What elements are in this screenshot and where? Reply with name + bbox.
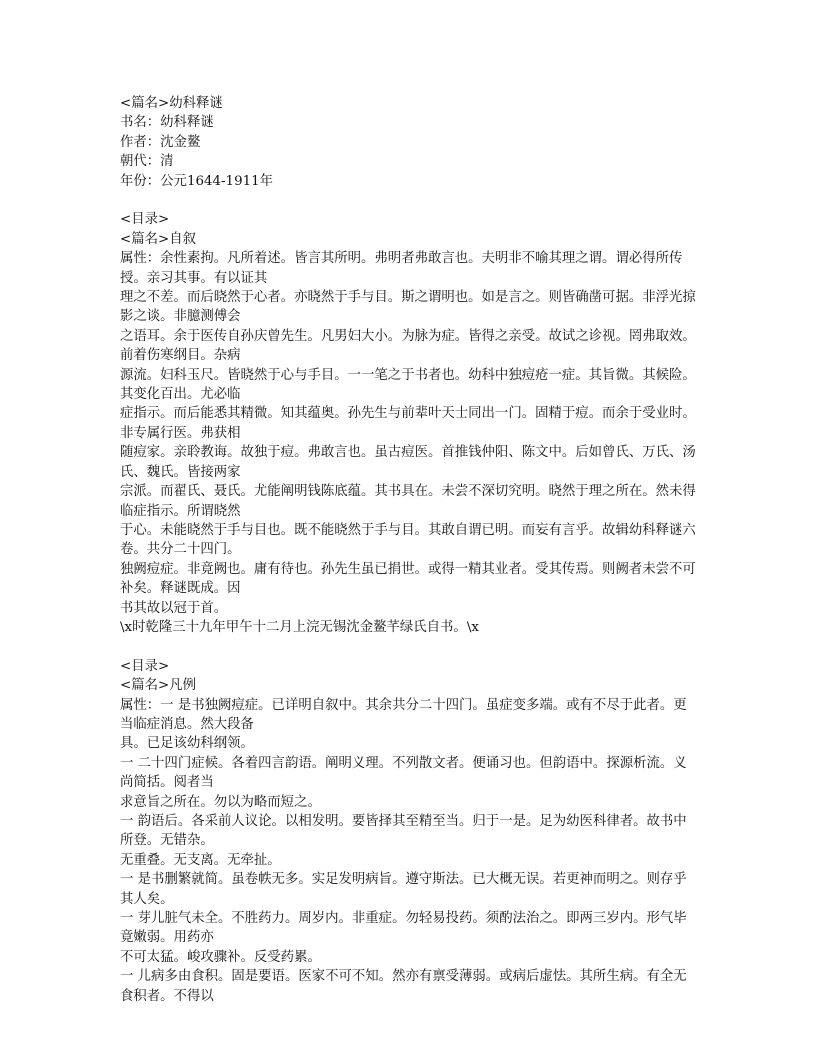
paragraph-line: 一 二十四门症候。各着四言韵语。阐明义理。不列散文者。便诵习也。但韵语中。探源析流。义尚简括。阅者当: [120, 755, 687, 791]
paragraph-line: 宗派。而翟氏、聂氏。尤能阐明钱陈底蕴。其书具在。未尝不深切究明。晓然于理之所在。然未得临症指示。所谓晓然: [120, 484, 696, 519]
paragraph-line: 具。已足该幼科纲领。: [120, 736, 254, 752]
paragraph-line: 于心。未能晓然于手与目也。既不能晓然于手与目。其敢自谓已明。而妄有言乎。故辑幼科释谜六卷。共分二十四门。: [120, 522, 696, 558]
toc-heading: <目录>: [120, 658, 170, 674]
paragraph-line: 源流。妇科玉尺。皆晓然于心与手目。一一笔之于书者也。幼科中独痘疮一症。其旨微。其候险。其变化百出。尤必临: [120, 367, 696, 403]
signature-line: \x时乾隆三十九年甲午十二月上浣无锡沈金鳌芊绿氏自书。\x: [120, 619, 479, 635]
paragraph-line: 独阙痘症。非竟阙也。庸有待也。孙先生虽已捐世。或得一精其业者。受其传焉。则阙者未尝不可补矣。释谜既成。因: [120, 561, 696, 597]
section-title: <篇名>凡例: [120, 678, 197, 694]
section-guidelines-body: [120, 696, 700, 1007]
paragraph-line: 书其故以冠于首。: [120, 600, 228, 616]
paragraph-line: 之语耳。余于医传自孙庆曾先生。凡男妇大小。为脉为症。皆得之亲受。故试之诊视。罔弗取效。前着伤寒纲目。杂病: [120, 328, 696, 364]
paragraph-line: 属性：一 是书独阙痘症。已详明自叙中。其余共分二十四门。虽症变多端。或有不尽于此者。更当临症消息。然大段备: [120, 697, 687, 732]
section-preface-body: [120, 249, 700, 637]
spacer: [120, 637, 700, 656]
year-line: 年份：公元1644-1911年: [120, 173, 274, 189]
paragraph-line: 一 韵语后。各采前人议论。以相发明。要皆择其至精至当。归于一是。足为幼医科律者。故书中所登。无错杂。: [120, 814, 687, 849]
paragraph-line: 求意旨之所在。勿以为略而短之。: [120, 794, 321, 810]
document-page: [120, 94, 700, 1006]
paragraph-line: 理之不差。而后晓然于心者。亦晓然于手与目。斯之谓明也。如是言之。则皆确凿可据。非浮光掠影之谈。非臆测傅会: [120, 290, 696, 325]
paragraph-line: 不可太猛。峻攻骤补。反受药累。: [120, 949, 321, 965]
spacer: [120, 191, 700, 210]
book-name-line: 书名：幼科释谜: [120, 115, 214, 131]
paragraph-line: 一 是书删繁就简。虽卷帙无多。实足发明病旨。遵守斯法。已大概无误。若更神而明之。则存乎其人矣。: [120, 872, 687, 907]
paragraph-line: 症指示。而后能悉其精微。知其蕴奥。孙先生与前辈叶天士同出一门。固精于痘。而余于受业时。非专属行医。弗获相: [120, 406, 696, 441]
dynasty-line: 朝代：清: [120, 154, 174, 170]
document-title-line: <篇名>幼科释谜: [120, 96, 223, 111]
section-title: <篇名>自叙: [120, 231, 197, 247]
toc-heading: <目录>: [120, 212, 170, 228]
author-line: 作者：沈金鳌: [120, 134, 201, 150]
paragraph-line: 一 儿病多由食积。固是要语。医家不可不知。然亦有禀受薄弱。或病后虚怯。其所生病。有全无食积者。不得以: [120, 969, 687, 1004]
paragraph-line: 属性：余性素拘。凡所着述。皆言其所明。弗明者弗敢言也。夫明非不喻其理之谓。谓必得所传授。亲习其事。有以证其: [120, 251, 683, 286]
paragraph-line: 随痘家。亲聆教诲。故独于痘。弗敢言也。虽古痘医。首推钱仲阳、陈文中。后如曾氏、万氏、汤氏、魏氏。皆接两家: [120, 445, 696, 480]
paragraph-line: 无重叠。无支离。无牵扯。: [120, 852, 281, 868]
paragraph-line: 一 芽儿脏气未全。不胜药力。周岁内。非重症。勿轻易投药。须酌法治之。即两三岁内。形气毕竟嫩弱。用药亦: [120, 911, 687, 946]
